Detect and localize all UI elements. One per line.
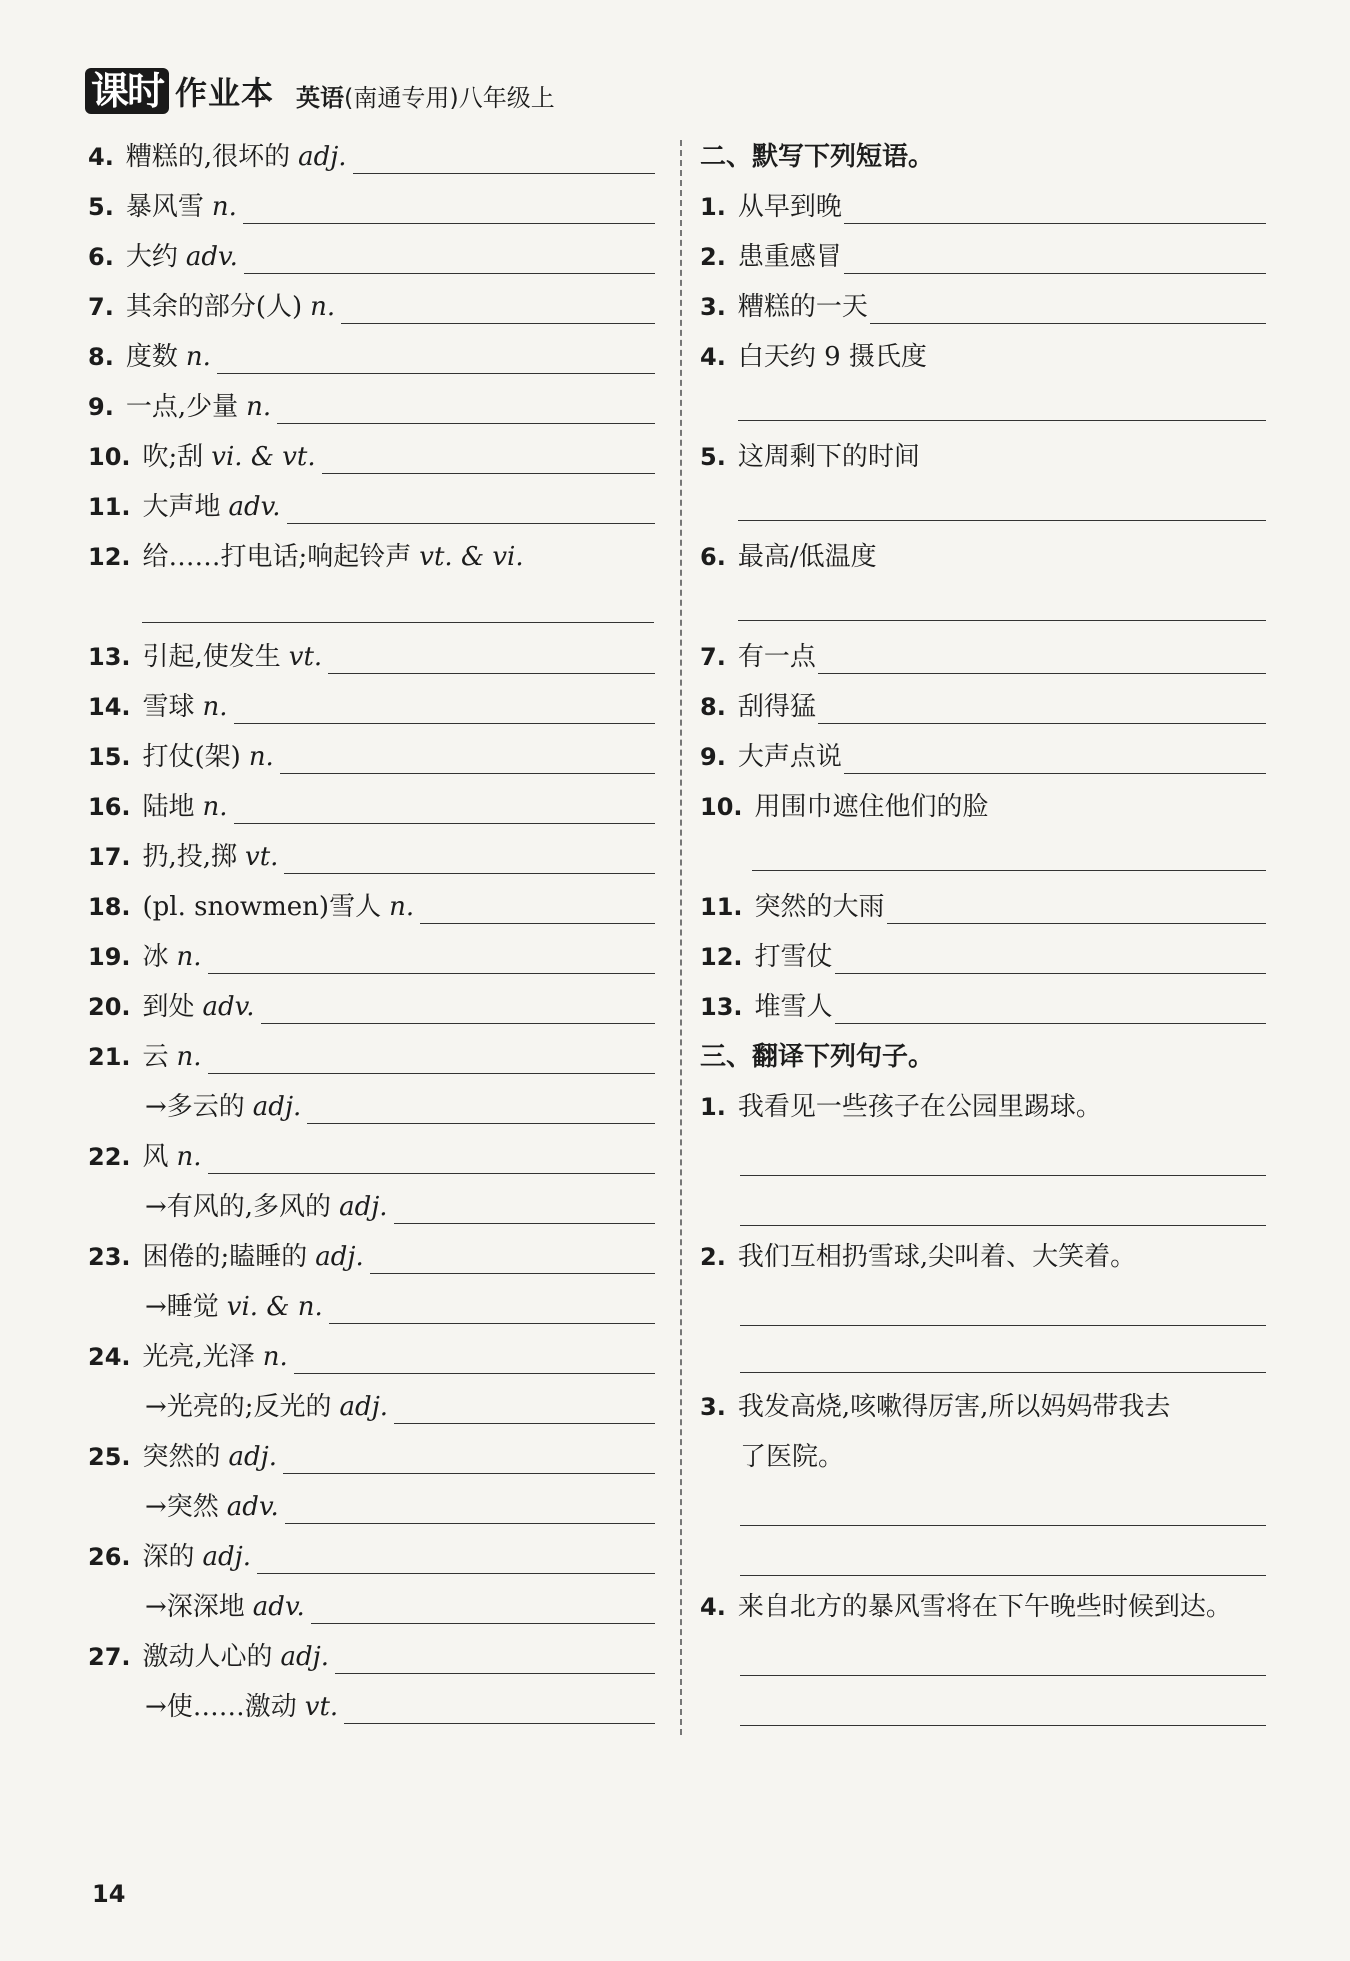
phrase-item xyxy=(700,640,1266,674)
sentence-chinese: 我看见一些孩子在公园里踢球。 xyxy=(737,1092,1102,1122)
vocab-item xyxy=(88,290,655,324)
answer-blank[interactable] xyxy=(208,1045,655,1074)
vocab-item xyxy=(88,1640,655,1674)
phrase-chinese: 用围巾遮住他们的脸 xyxy=(754,792,989,822)
item-number: 6. xyxy=(88,243,114,271)
item-number: 22. xyxy=(88,1143,131,1171)
item-number: 10. xyxy=(700,793,743,821)
answer-blank[interactable] xyxy=(870,295,1266,324)
item-meaning: 突然的 xyxy=(142,1442,221,1472)
answer-blank[interactable] xyxy=(752,870,1266,871)
item-number: 9. xyxy=(700,743,726,771)
edition-label: (南通专用)八年级上 xyxy=(344,83,555,112)
part-of-speech: adv. xyxy=(252,1592,305,1622)
item-number: 13. xyxy=(88,643,131,671)
answer-blank[interactable] xyxy=(887,895,1266,924)
answer-blank[interactable] xyxy=(285,1495,655,1524)
vocab-item xyxy=(88,540,655,574)
answer-blank[interactable] xyxy=(740,1725,1266,1726)
sentence-chinese: 来自北方的暴风雪将在下午晚些时候到达。 xyxy=(737,1592,1232,1622)
vocab-item xyxy=(88,840,655,874)
item-number: 18. xyxy=(88,893,131,921)
item-meaning: →多云的 xyxy=(145,1092,245,1122)
answer-blank[interactable] xyxy=(835,945,1266,974)
answer-blank[interactable] xyxy=(328,645,655,674)
translation-sentence xyxy=(700,1390,1170,1424)
phrase-item xyxy=(700,940,1266,974)
item-meaning: 其余的部分(人) xyxy=(125,292,303,322)
part-of-speech: adj. xyxy=(339,1392,389,1422)
item-number: 12. xyxy=(700,943,743,971)
part-of-speech: adj. xyxy=(339,1192,388,1222)
vocab-item xyxy=(88,1040,655,1074)
vocab-item xyxy=(88,1140,655,1174)
phrase-chinese: 刮得猛 xyxy=(737,692,816,722)
item-number: 1. xyxy=(700,193,726,221)
answer-blank[interactable] xyxy=(370,1245,655,1274)
answer-blank[interactable] xyxy=(142,622,654,623)
item-meaning: 大约 xyxy=(125,242,178,272)
item-number: 24. xyxy=(88,1343,131,1371)
item-meaning: 吹;刮 xyxy=(142,442,204,472)
part-of-speech: n. xyxy=(248,742,274,772)
book-logo xyxy=(85,68,274,114)
answer-blank[interactable] xyxy=(420,895,655,924)
answer-blank[interactable] xyxy=(243,195,655,224)
item-number: 7. xyxy=(700,643,726,671)
phrase-chinese: 突然的大雨 xyxy=(754,892,885,922)
page-number: 14 xyxy=(92,1880,126,1908)
item-meaning: 一点,少量 xyxy=(125,392,239,422)
item-number: 4. xyxy=(700,343,726,371)
vocab-item xyxy=(145,1290,655,1324)
vocab-item xyxy=(88,1540,655,1574)
vocab-item xyxy=(88,640,655,674)
part-of-speech: n. xyxy=(202,692,228,722)
logo-dark-text: 课时 xyxy=(85,68,169,114)
vocab-item xyxy=(145,1690,655,1724)
item-meaning: 度数 xyxy=(125,342,178,372)
part-of-speech: vi. & vt. xyxy=(211,442,316,472)
item-meaning: 糟糕的,很坏的 xyxy=(125,142,291,172)
answer-blank[interactable] xyxy=(294,1345,655,1374)
item-number: 15. xyxy=(88,743,131,771)
answer-blank[interactable] xyxy=(307,1095,655,1124)
answer-blank[interactable] xyxy=(284,845,655,874)
part-of-speech: adv. xyxy=(202,992,255,1022)
answer-blank[interactable] xyxy=(844,745,1266,774)
item-number: 3. xyxy=(700,293,726,321)
item-number: 10. xyxy=(88,443,131,471)
answer-blank[interactable] xyxy=(835,995,1266,1024)
part-of-speech: adj. xyxy=(228,1442,278,1472)
section-two-title: 二、默写下列短语。 xyxy=(700,142,935,172)
answer-blank[interactable] xyxy=(740,1575,1266,1576)
vocab-item xyxy=(88,140,655,174)
phrase-item xyxy=(700,440,1266,474)
item-meaning: 陆地 xyxy=(142,792,195,822)
phrase-item xyxy=(700,540,1266,574)
answer-blank[interactable] xyxy=(740,1525,1266,1526)
vocab-item xyxy=(88,690,655,724)
answer-blank[interactable] xyxy=(844,245,1266,274)
answer-blank[interactable] xyxy=(280,745,655,774)
item-meaning: 大声地 xyxy=(142,492,221,522)
item-meaning: 暴风雪 xyxy=(125,192,204,222)
vocab-item xyxy=(88,490,655,524)
answer-blank[interactable] xyxy=(740,1675,1266,1676)
part-of-speech: n. xyxy=(185,342,211,372)
phrase-item xyxy=(700,890,1266,924)
vocab-item xyxy=(88,740,655,774)
item-meaning: 云 xyxy=(142,1042,169,1072)
phrase-item xyxy=(700,190,1266,224)
item-number: 17. xyxy=(88,843,131,871)
item-number: 5. xyxy=(700,443,726,471)
answer-blank[interactable] xyxy=(322,445,655,474)
part-of-speech: adj. xyxy=(315,1242,364,1272)
item-meaning: 光亮,光泽 xyxy=(142,1342,255,1372)
item-number: 25. xyxy=(88,1443,131,1471)
answer-blank[interactable] xyxy=(261,995,655,1024)
vocab-item xyxy=(145,1390,655,1424)
answer-blank[interactable] xyxy=(394,1195,655,1224)
item-number: 4. xyxy=(88,143,114,171)
item-meaning: →睡觉 xyxy=(145,1292,219,1322)
phrase-item xyxy=(700,290,1266,324)
item-number: 26. xyxy=(88,1543,131,1571)
phrase-chinese: 打雪仗 xyxy=(754,942,833,972)
header-subtitle xyxy=(296,78,555,113)
item-number: 2. xyxy=(700,243,726,271)
item-meaning: →深深地 xyxy=(145,1592,245,1622)
phrase-chinese: 有一点 xyxy=(737,642,816,672)
item-number: 3. xyxy=(700,1393,726,1421)
vocab-item xyxy=(88,240,655,274)
item-meaning: 深的 xyxy=(142,1542,195,1572)
phrase-item xyxy=(700,790,1266,824)
answer-blank[interactable] xyxy=(277,395,655,424)
vocab-item xyxy=(145,1490,655,1524)
part-of-speech: n. xyxy=(176,1142,202,1172)
part-of-speech: vt. xyxy=(288,642,323,672)
translation-sentence xyxy=(700,1090,1102,1124)
answer-blank[interactable] xyxy=(740,1175,1266,1176)
part-of-speech: adj. xyxy=(252,1092,302,1122)
answer-blank[interactable] xyxy=(341,295,655,324)
sentence-chinese: 我们互相扔雪球,尖叫着、大笑着。 xyxy=(737,1242,1137,1272)
part-of-speech: adv. xyxy=(226,1492,279,1522)
vocab-item xyxy=(88,940,655,974)
part-of-speech: n. xyxy=(176,942,202,972)
item-meaning: 激动人心的 xyxy=(142,1642,273,1672)
answer-blank[interactable] xyxy=(217,345,655,374)
answer-blank[interactable] xyxy=(844,195,1266,224)
answer-blank[interactable] xyxy=(394,1395,655,1424)
answer-blank[interactable] xyxy=(335,1645,655,1674)
item-number: 1. xyxy=(700,1093,726,1121)
part-of-speech: n. xyxy=(211,192,237,222)
part-of-speech: n. xyxy=(246,392,272,422)
item-meaning: (pl. snowmen)雪人 xyxy=(142,892,382,922)
phrase-item xyxy=(700,690,1266,724)
item-number: 13. xyxy=(700,993,743,1021)
item-number: 2. xyxy=(700,1243,726,1271)
part-of-speech: n. xyxy=(310,292,336,322)
answer-blank[interactable] xyxy=(740,1325,1266,1326)
vocab-item xyxy=(145,1190,655,1224)
item-meaning: 到处 xyxy=(142,992,195,1022)
part-of-speech: n. xyxy=(202,792,228,822)
phrase-chinese: 最高/低温度 xyxy=(737,542,877,572)
item-number: 27. xyxy=(88,1643,131,1671)
vocab-item xyxy=(88,990,655,1024)
phrase-item xyxy=(700,990,1266,1024)
item-meaning: 扔,投,掷 xyxy=(142,842,238,872)
item-number: 16. xyxy=(88,793,131,821)
item-number: 19. xyxy=(88,943,131,971)
item-meaning: 给……打电话;响起铃声 xyxy=(142,542,412,572)
part-of-speech: vt. xyxy=(245,842,279,872)
logo-light-text: 作业本 xyxy=(175,74,275,112)
part-of-speech: n. xyxy=(389,892,415,922)
vocab-item xyxy=(88,890,655,924)
phrase-chinese: 糟糕的一天 xyxy=(737,292,868,322)
answer-blank[interactable] xyxy=(234,695,655,724)
translation-sentence xyxy=(700,1240,1136,1274)
item-number: 11. xyxy=(88,493,131,521)
answer-blank[interactable] xyxy=(329,1295,655,1324)
answer-blank[interactable] xyxy=(344,1695,655,1724)
subject-label: 英语 xyxy=(296,83,345,112)
item-meaning: 困倦的;瞌睡的 xyxy=(142,1242,308,1272)
answer-blank[interactable] xyxy=(208,1145,655,1174)
vocab-item xyxy=(88,190,655,224)
part-of-speech: adv. xyxy=(185,242,238,272)
phrase-chinese: 白天约 9 摄氏度 xyxy=(737,342,927,372)
item-number: 14. xyxy=(88,693,131,721)
vocab-item xyxy=(88,440,655,474)
item-number: 11. xyxy=(700,893,743,921)
item-number: 12. xyxy=(88,543,131,571)
item-meaning: →突然 xyxy=(145,1492,219,1522)
item-number: 5. xyxy=(88,193,114,221)
translation-sentence xyxy=(700,1590,1232,1624)
phrase-item xyxy=(700,740,1266,774)
section-three-title: 三、翻译下列句子。 xyxy=(700,1042,935,1072)
vocab-item xyxy=(88,340,655,374)
answer-blank[interactable] xyxy=(738,520,1266,521)
answer-blank[interactable] xyxy=(234,795,655,824)
item-meaning: 雪球 xyxy=(142,692,195,722)
vocab-item xyxy=(88,390,655,424)
answer-blank[interactable] xyxy=(283,1445,655,1474)
answer-blank[interactable] xyxy=(353,145,655,174)
answer-blank[interactable] xyxy=(311,1595,655,1624)
item-meaning: 风 xyxy=(142,1142,169,1172)
part-of-speech: vt. & vi. xyxy=(419,542,524,572)
item-number: 8. xyxy=(700,693,726,721)
part-of-speech: n. xyxy=(176,1042,202,1072)
answer-blank[interactable] xyxy=(244,245,655,274)
answer-blank[interactable] xyxy=(738,620,1266,621)
vocab-item xyxy=(88,1340,655,1374)
answer-blank[interactable] xyxy=(287,495,655,524)
vocab-item xyxy=(145,1590,655,1624)
item-number: 20. xyxy=(88,993,131,1021)
answer-blank[interactable] xyxy=(738,420,1266,421)
phrase-item xyxy=(700,340,1266,374)
item-meaning: →光亮的;反光的 xyxy=(145,1392,332,1422)
part-of-speech: vi. & n. xyxy=(226,1292,323,1322)
item-meaning: →有风的,多风的 xyxy=(145,1192,332,1222)
part-of-speech: adj. xyxy=(280,1642,330,1672)
vocab-item xyxy=(88,1240,655,1274)
answer-blank[interactable] xyxy=(208,945,655,974)
part-of-speech: adv. xyxy=(228,492,281,522)
vocab-item xyxy=(88,790,655,824)
item-number: 21. xyxy=(88,1043,131,1071)
phrase-chinese: 这周剩下的时间 xyxy=(737,442,920,472)
answer-blank[interactable] xyxy=(257,1545,655,1574)
item-number: 7. xyxy=(88,293,114,321)
part-of-speech: vt. xyxy=(304,1692,339,1722)
vocab-item xyxy=(145,1090,655,1124)
phrase-chinese: 患重感冒 xyxy=(737,242,842,272)
sentence-chinese: 我发高烧,咳嗽得厉害,所以妈妈带我去 xyxy=(737,1392,1171,1422)
column-divider xyxy=(680,140,682,1735)
part-of-speech: adj. xyxy=(298,142,347,172)
item-meaning: 冰 xyxy=(142,942,169,972)
item-number: 9. xyxy=(88,393,114,421)
item-meaning: 打仗(架) xyxy=(142,742,241,772)
sentence-continuation: 了医院。 xyxy=(740,1442,845,1472)
phrase-chinese: 堆雪人 xyxy=(754,992,833,1022)
item-number: 8. xyxy=(88,343,114,371)
item-meaning: →使……激动 xyxy=(145,1692,297,1722)
answer-blank[interactable] xyxy=(818,695,1266,724)
page-header xyxy=(85,66,555,116)
item-meaning: 引起,使发生 xyxy=(142,642,281,672)
answer-blank[interactable] xyxy=(818,645,1266,674)
item-number: 23. xyxy=(88,1243,131,1271)
answer-blank[interactable] xyxy=(740,1225,1266,1226)
part-of-speech: n. xyxy=(262,1342,288,1372)
answer-blank[interactable] xyxy=(740,1372,1266,1373)
vocab-item xyxy=(88,1440,655,1474)
item-number: 4. xyxy=(700,1593,726,1621)
phrase-chinese: 从早到晚 xyxy=(737,192,842,222)
item-number: 6. xyxy=(700,543,726,571)
phrase-chinese: 大声点说 xyxy=(737,742,842,772)
part-of-speech: adj. xyxy=(202,1542,252,1572)
phrase-item xyxy=(700,240,1266,274)
